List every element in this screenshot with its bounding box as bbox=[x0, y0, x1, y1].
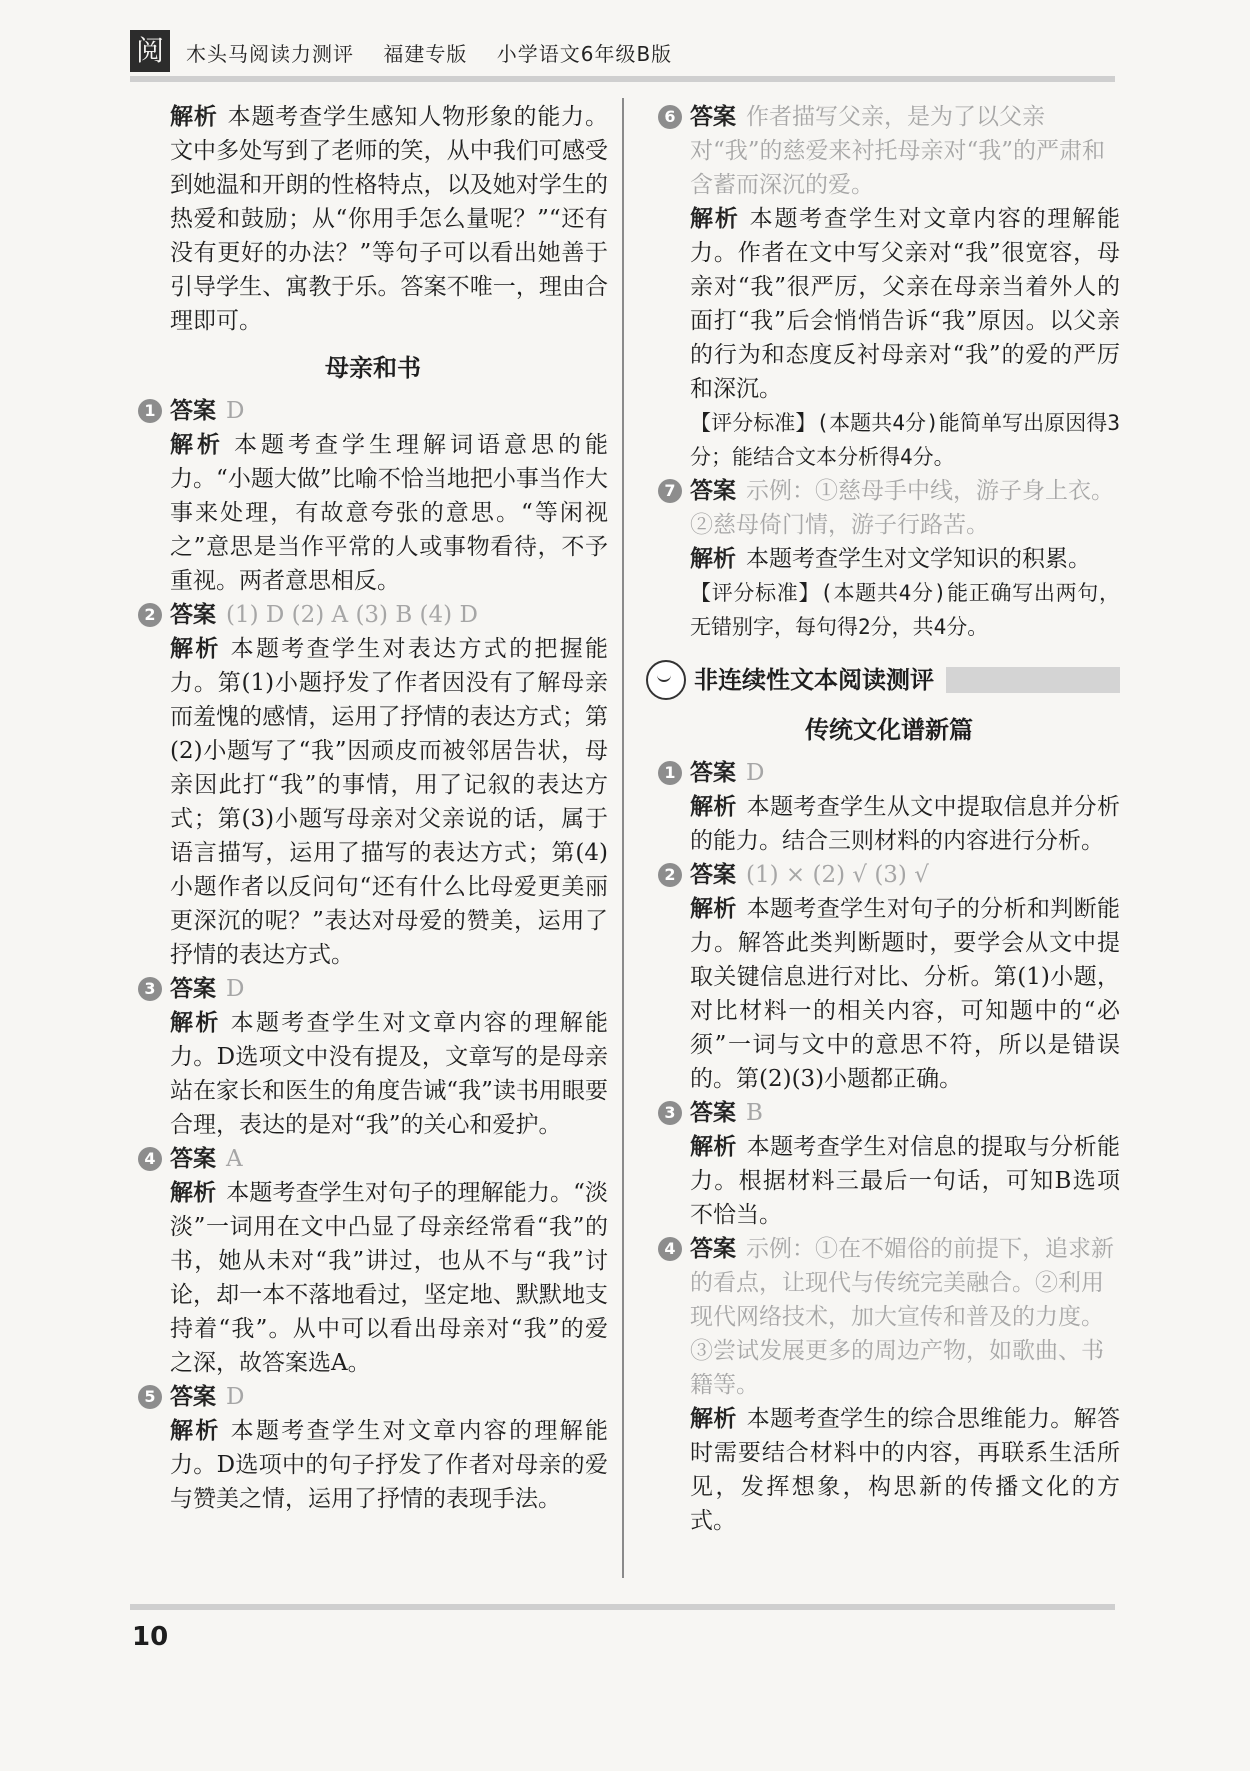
banner-bar bbox=[946, 667, 1120, 693]
analysis-label: 解析 bbox=[170, 432, 224, 458]
question-number: 2 bbox=[658, 863, 682, 887]
analysis-label: 解析 bbox=[690, 794, 737, 820]
question-number: 3 bbox=[138, 977, 162, 1001]
question-item bbox=[138, 394, 608, 598]
analysis-text: 本题考查学生从文中提取信息并分析的能力。结合三则材料的内容进行分析。 bbox=[690, 794, 1121, 854]
answer-label: 答案 bbox=[690, 760, 736, 786]
analysis-paragraph bbox=[690, 542, 1120, 576]
question-number: 1 bbox=[658, 761, 682, 785]
analysis-label: 解析 bbox=[170, 1010, 221, 1036]
running-header bbox=[186, 38, 694, 67]
intro-analysis bbox=[170, 100, 608, 338]
answer-label: 答案 bbox=[170, 1384, 216, 1410]
question-number: 1 bbox=[138, 399, 162, 423]
question-item bbox=[658, 756, 1120, 858]
analysis-paragraph bbox=[170, 428, 608, 598]
answer-value: D bbox=[746, 760, 765, 786]
analysis-paragraph bbox=[170, 1006, 608, 1142]
question-item bbox=[658, 1232, 1120, 1538]
question-item bbox=[138, 972, 608, 1142]
analysis-label: 解析 bbox=[690, 1406, 737, 1432]
answer-label: 答案 bbox=[690, 478, 736, 504]
left-column bbox=[138, 100, 608, 1516]
answer-label: 答案 bbox=[170, 398, 216, 424]
analysis-text: 本题考查学生对文学知识的积累。 bbox=[746, 546, 1091, 572]
answer-label: 答案 bbox=[690, 1100, 736, 1126]
analysis-paragraph bbox=[170, 1414, 608, 1516]
footer-rule bbox=[130, 1604, 1115, 1610]
answer-value: (1) D (2) A (3) B (4) D bbox=[226, 602, 478, 628]
analysis-paragraph bbox=[690, 790, 1120, 858]
analysis-label: 解析 bbox=[690, 546, 736, 572]
answer-value: 示例：①慈母手中线，游子身上衣。②慈母倚门情，游子行路苦。 bbox=[690, 478, 1114, 538]
question-item bbox=[658, 100, 1120, 474]
answer-value: D bbox=[226, 398, 245, 424]
answer-label: 答案 bbox=[690, 862, 736, 888]
question-item bbox=[138, 1380, 608, 1516]
analysis-paragraph bbox=[170, 1176, 608, 1380]
section-banner bbox=[646, 660, 1120, 700]
analysis-label: 解析 bbox=[690, 206, 740, 232]
header-stamp: 阅 bbox=[130, 30, 170, 72]
analysis-label: 解析 bbox=[170, 104, 218, 130]
analysis-label: 解析 bbox=[690, 896, 737, 922]
analysis-label: 解析 bbox=[170, 636, 221, 662]
answer-value: D bbox=[226, 1384, 245, 1410]
scoring-criteria: 【评分标准】(本题共4分)能正确写出两句，无错别字，每句得2分，共4分。 bbox=[690, 581, 1120, 639]
scoring-criteria: 【评分标准】(本题共4分)能简单写出原因得3分；能结合文本分析得4分。 bbox=[690, 411, 1120, 469]
analysis-label: 解析 bbox=[690, 1134, 737, 1160]
analysis-paragraph bbox=[690, 202, 1120, 406]
analysis-label: 解析 bbox=[170, 1418, 221, 1444]
answer-label: 答案 bbox=[170, 976, 216, 1002]
analysis-text: 本题考查学生对文章内容的理解能力。作者在文中写父亲对“我”很宽容，母亲对“我”很严厉，父亲在母亲当着外人的面打“我”后会悄悄告诉“我”原因。以父亲的行为和态度反衬母亲对“我”的爱的严厉和深沉。 bbox=[690, 206, 1120, 402]
banner-title: 非连续性文本阅读测评 bbox=[694, 666, 934, 694]
question-number: 5 bbox=[138, 1385, 162, 1409]
answer-label: 答案 bbox=[170, 1146, 216, 1172]
analysis-paragraph bbox=[690, 1402, 1120, 1538]
grade-label: 小学语文6年级B版 bbox=[496, 42, 673, 66]
question-number: 7 bbox=[658, 479, 682, 503]
series-title: 木头马阅读力测评 bbox=[186, 42, 354, 66]
analysis-text: 本题考查学生对句子的理解能力。“淡淡”一词用在文中凸显了母亲经常看“我”的书，她从未对“我”讲过，也从不与“我”讨论，却一本不落地看过，坚定地、默默地支持着“我”。从中可以看出母亲对“我”的爱之深，故答案选A。 bbox=[170, 1180, 608, 1376]
analysis-text: 本题考查学生的综合思维能力。解答时需要结合材料中的内容，再联系生活所见，发挥想象，构思新的传播文化的方式。 bbox=[690, 1406, 1121, 1534]
answer-value: A bbox=[226, 1146, 243, 1172]
question-item bbox=[658, 474, 1120, 644]
column-divider bbox=[622, 98, 624, 1578]
answer-label: 答案 bbox=[170, 602, 216, 628]
analysis-paragraph bbox=[170, 632, 608, 972]
reader-mascot-icon bbox=[646, 660, 686, 700]
analysis-text: 本题考查学生对句子的分析和判断能力。解答此类判断题时，要学会从文中提取关键信息进行对比、分析。第(1)小题，对比材料一的相关内容，可知题中的“必须”一词与文中的意思不符，所以是错误的。第(2)(3)小题都正确。 bbox=[690, 896, 1121, 1092]
answer-value: 作者描写父亲，是为了以父亲对“我”的慈爱来衬托母亲对“我”的严肃和含蓄而深沉的爱。 bbox=[690, 104, 1106, 198]
question-number: 6 bbox=[658, 105, 682, 129]
answer-value: D bbox=[226, 976, 245, 1002]
question-number: 4 bbox=[658, 1237, 682, 1261]
question-item bbox=[658, 1096, 1120, 1232]
answer-value: (1) × (2) √ (3) √ bbox=[746, 862, 929, 888]
question-item bbox=[658, 858, 1120, 1096]
page-number: 10 bbox=[132, 1622, 169, 1652]
edition-label: 福建专版 bbox=[383, 42, 468, 66]
analysis-text: 本题考查学生对文章内容的理解能力。D选项文中没有提及，文章写的是母亲站在家长和医生的角度告诫“我”读书用眼要合理，表达的是对“我”的关心和爱护。 bbox=[170, 1010, 608, 1138]
right-column bbox=[658, 100, 1120, 1538]
answer-label: 答案 bbox=[690, 104, 736, 130]
question-number: 4 bbox=[138, 1147, 162, 1171]
analysis-label: 解析 bbox=[170, 1180, 217, 1206]
section-title-traditional-culture: 传统文化谱新篇 bbox=[805, 716, 973, 744]
question-item bbox=[138, 598, 608, 972]
section-title-mother-and-books: 母亲和书 bbox=[325, 354, 421, 382]
analysis-text: 本题考查学生理解词语意思的能力。“小题大做”比喻不恰当地把小事当作大事来处理，有故意夸张的意思。“等闲视之”意思是当作平常的人或事物看待，不予重视。两者意思相反。 bbox=[170, 432, 608, 594]
question-number: 2 bbox=[138, 603, 162, 627]
analysis-text: 本题考查学生对信息的提取与分析能力。根据材料三最后一句话，可知B选项不恰当。 bbox=[690, 1134, 1121, 1228]
answer-label: 答案 bbox=[690, 1236, 736, 1262]
answer-value: 示例：①在不媚俗的前提下，追求新的看点，让现代与传统完美融合。②利用现代网络技术，加大宣传和普及的力度。③尝试发展更多的周边产物，如歌曲、书籍等。 bbox=[690, 1236, 1114, 1398]
analysis-paragraph bbox=[690, 892, 1120, 1096]
header-rule bbox=[130, 76, 1115, 82]
analysis-text: 本题考查学生感知人物形象的能力。文中多处写到了老师的笑，从中我们可感受到她温和开朗的性格特点，以及她对学生的热爱和鼓励；从“你用手怎么量呢？”“还有没有更好的办法？”等句子可以看出她善于引导学生、寓教于乐。答案不唯一，理由合理即可。 bbox=[170, 104, 609, 334]
analysis-text: 本题考查学生对表达方式的把握能力。第(1)小题抒发了作者因没有了解母亲而羞愧的感情，运用了抒情的表达方式；第(2)小题写了“我”因顽皮而被邻居告状，母亲因此打“我”的事情，用了记叙的表达方式；第(3)小题写母亲对父亲说的话，属于语言描写，运用了描写的表达方式；第(4)小题作者以反问句“还有什么比母爱更美丽更深沉的呢？”表达对母爱的赞美，运用了抒情的表达方式。 bbox=[170, 636, 608, 968]
analysis-paragraph bbox=[690, 1130, 1120, 1232]
question-item bbox=[138, 1142, 608, 1380]
answer-value: B bbox=[746, 1100, 763, 1126]
analysis-text: 本题考查学生对文章内容的理解能力。D选项中的句子抒发了作者对母亲的爱与赞美之情，运用了抒情的表现手法。 bbox=[170, 1418, 608, 1512]
question-number: 3 bbox=[658, 1101, 682, 1125]
